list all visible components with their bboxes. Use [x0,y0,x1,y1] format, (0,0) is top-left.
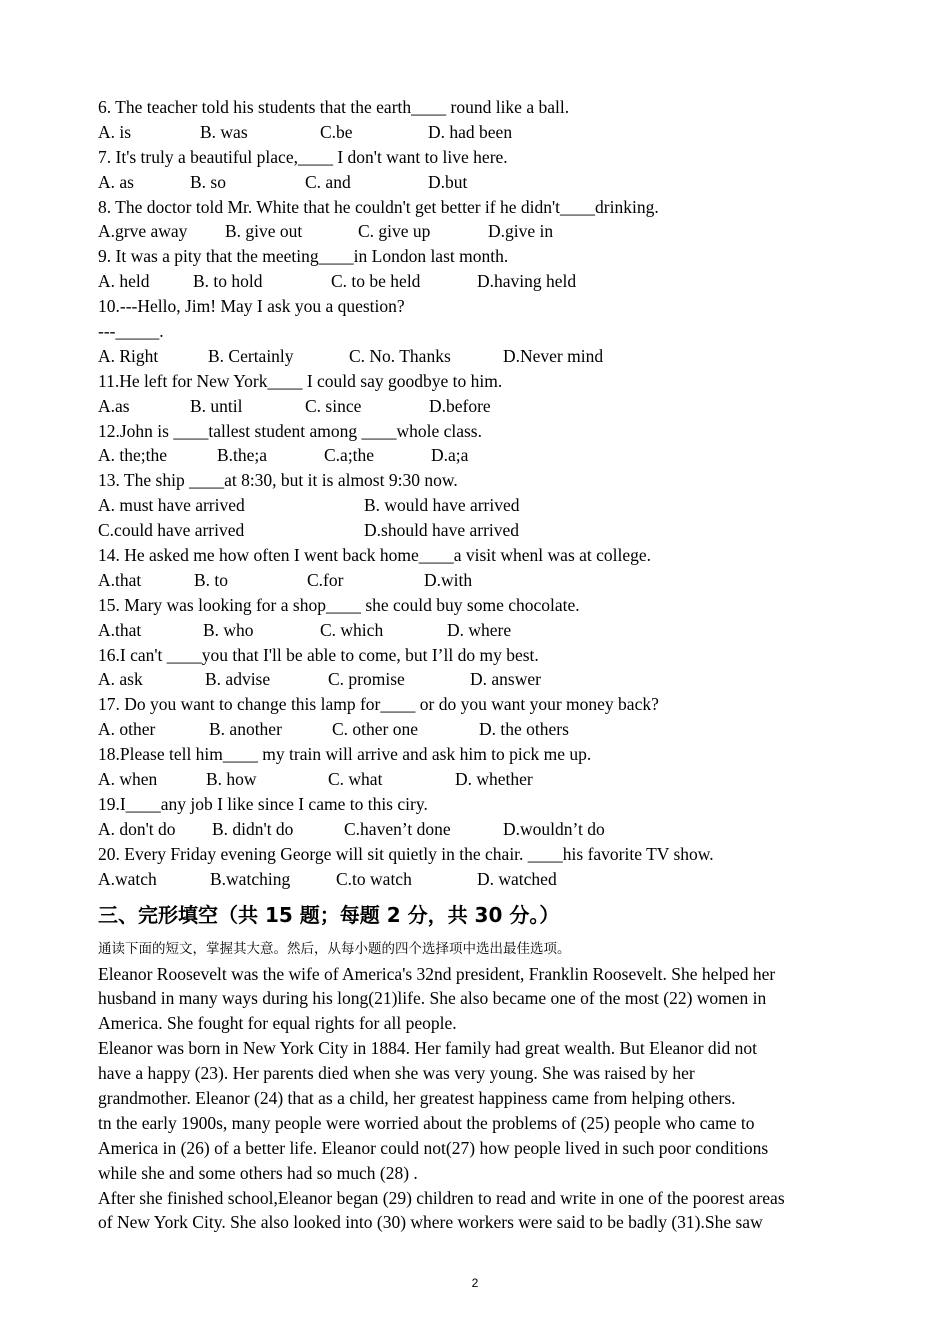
passage-line: while she and some others had so much (28) . [98,1162,418,1183]
question-17-options [98,717,858,742]
question-7-options [98,170,858,195]
option: D.wouldn’t do [503,818,605,839]
page-number: 2 [471,1276,479,1290]
passage-line: have a happy (23). Her parents died when she was very young. She was raised by her [98,1063,695,1084]
question-15-stem: 15. Mary was looking for a shop____ she could buy some chocolate. [98,594,580,615]
section-instruction: 通读下面的短文，掌握其大意。然后，从每小题的四个选择项中选出最佳选项。 [98,940,571,957]
option: A. held [98,271,150,292]
question-14-stem: 14. He asked me how often I went back home____a visit whenl was at college. [98,545,652,566]
option: D.with [424,569,473,590]
option: B. was [200,121,248,142]
option: C. promise [328,669,405,690]
option: C. to be held [331,271,421,292]
question-14-options [98,568,858,593]
option: A. as [98,171,134,192]
document-page [98,95,858,1235]
question-16-stem: 16.I can't ____you that I'll be able to come, but I’ll do my best. [98,644,539,665]
option: B. until [190,395,243,416]
option: A. the;the [98,445,168,466]
option: A.as [98,395,130,416]
option: C.could have arrived [98,520,245,541]
question-15-options [98,618,858,643]
option: A. ask [98,669,143,690]
option: B. advise [205,669,271,690]
question-17-stem: 17. Do you want to change this lamp for____ or do you want your money back? [98,694,659,715]
question-20-options [98,867,858,892]
option: C.for [307,569,344,590]
option: D. the others [479,719,569,740]
option: D.Never mind [503,345,604,366]
question-10-options [98,344,858,369]
option: C. which [320,619,384,640]
question-13-options-row1 [98,493,858,518]
question-12-options [98,443,858,468]
question-16-options [98,667,858,692]
option: D. answer [470,669,541,690]
question-18-stem: 18.Please tell him____ my train will arrive and ask him to pick me up. [98,744,592,765]
option: C. other one [332,719,419,740]
question-10-response: ---_____. [98,321,164,342]
question-18-options [98,767,858,792]
option: C.be [320,121,353,142]
option: B. so [190,171,226,192]
option: D. where [447,619,512,640]
option: A.that [98,619,142,640]
option: B. another [209,719,282,740]
question-12-stem: 12.John is ____tallest student among ____whole class. [98,420,482,441]
question-20-stem: 20. Every Friday evening George will sit quietly in the chair. ____his favorite TV show. [98,843,714,864]
option: D. had been [428,121,513,142]
question-13-stem: 13. The ship ____at 8:30, but it is almost 9:30 now. [98,470,458,491]
option: B.watching [210,868,291,889]
passage-line: America. She fought for equal rights for all people. [98,1013,457,1034]
option: A.watch [98,868,157,889]
option: B. how [206,769,257,790]
passage-line: Eleanor Roosevelt was the wife of America's 32nd president, Franklin Roosevelt. She helped her [98,963,776,984]
passage-line: tn the early 1900s, many people were worried about the problems of (25) people who came to [98,1112,755,1133]
question-9-options [98,269,858,294]
question-8-stem: 8. The doctor told Mr. White that he couldn't get better if he didn't____drinking. [98,196,659,217]
option: C. what [328,769,383,790]
passage-line: of New York City. She also looked into (30) where workers were said to be badly (31).She saw [98,1212,763,1233]
question-19-options [98,817,858,842]
option: D.give in [488,221,554,242]
passage-line: Eleanor was born in New York City in 1884. Her family had great wealth. But Eleanor did not [98,1038,758,1059]
passage-line: After she finished school,Eleanor began (29) children to read and write in one of the poorest areas [98,1187,785,1208]
option: C. and [305,171,351,192]
option: B. would have arrived [364,495,520,516]
option: D.having held [477,271,577,292]
passage-line: husband in many ways during his long(21)life. She also became one of the most (22) women in [98,988,767,1009]
option: D. whether [455,769,533,790]
option: C. No. Thanks [349,345,451,366]
question-6-stem: 6. The teacher told his students that the earth____ round like a ball. [98,97,570,117]
question-6-options [98,120,858,145]
option: D. watched [477,868,557,889]
question-9-stem: 9. It was a pity that the meeting____in London last month. [98,246,509,267]
option: A. when [98,769,158,790]
option: C.haven’t done [344,818,451,839]
option: A. don't do [98,818,176,839]
option: C. since [305,395,362,416]
option: A.that [98,569,142,590]
question-11-stem: 11.He left for New York____ I could say goodbye to him. [98,370,503,391]
option: B. give out [225,221,303,242]
option: A.grve away [98,221,188,242]
option: C. give up [358,221,431,242]
question-7-stem: 7. It's truly a beautiful place,____ I don't want to live here. [98,146,508,167]
option: A. Right [98,345,159,366]
passage-line: America in (26) of a better life. Eleanor could not(27) how people lived in such poor conditions [98,1137,769,1158]
option: B.the;a [217,445,268,466]
passage-line: grandmother. Eleanor (24) that as a child, her greatest happiness came from helping others. [98,1087,736,1108]
option: B. who [203,619,254,640]
option: A. other [98,719,156,740]
option: B. to hold [193,271,263,292]
question-13-options-row2 [98,518,858,543]
option: C.a;the [324,445,375,466]
option: B. to [194,569,229,590]
option: D.a;a [431,445,469,466]
question-11-options [98,394,858,419]
option: A. must have arrived [98,495,245,516]
option: C.to watch [336,868,412,889]
question-8-options [98,219,858,244]
section-heading: 三、完形填空（共 15 题；每题 2 分，共 30 分。） [98,902,560,927]
option: B. Certainly [208,345,294,366]
question-19-stem: 19.I____any job I like since I came to this ciry. [98,793,428,814]
question-10-stem: 10.---Hello, Jim! May I ask you a question? [98,296,405,317]
option: B. didn't do [212,818,294,839]
option: D.should have arrived [364,520,520,541]
option: D.before [429,395,491,416]
option: A. is [98,121,132,142]
option: D.but [428,171,468,192]
